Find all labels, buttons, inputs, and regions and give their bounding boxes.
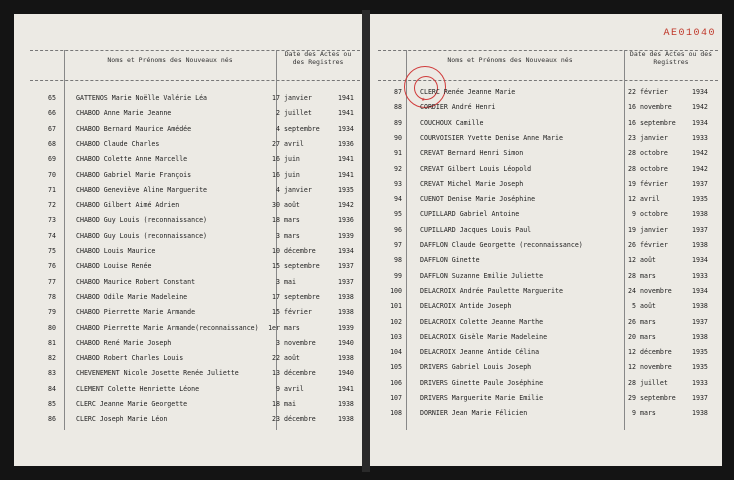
act-year: 1939 xyxy=(338,323,354,332)
register-row xyxy=(28,415,362,429)
act-year: 1935 xyxy=(692,363,708,372)
child-name: COURVOISIER Yvette Denise Anne Marie xyxy=(420,133,563,142)
book-spine xyxy=(362,10,370,472)
entry-number: 99 xyxy=(394,271,402,280)
entry-number: 84 xyxy=(48,384,56,393)
register-row xyxy=(28,216,362,230)
entry-number: 108 xyxy=(390,409,402,418)
child-name: CHABOD Anne Marie Jeanne xyxy=(76,109,172,118)
act-year: 1941 xyxy=(338,109,354,118)
act-day: 28 xyxy=(628,149,636,158)
entry-number: 77 xyxy=(48,277,56,286)
act-day: 12 xyxy=(628,195,636,204)
act-year: 1942 xyxy=(692,164,708,173)
act-month: novembre xyxy=(640,363,672,372)
act-year: 1935 xyxy=(692,348,708,357)
child-name: CLERC Renée Jeanne Marie xyxy=(420,88,516,96)
act-month: mai xyxy=(284,277,296,286)
child-name: CUPILLARD Jacques Louis Paul xyxy=(420,225,532,234)
act-year: 1939 xyxy=(338,231,354,240)
register-row xyxy=(374,241,722,255)
act-year: 1938 xyxy=(692,409,708,418)
entry-number: 102 xyxy=(390,317,402,326)
act-year: 1933 xyxy=(692,133,708,142)
entry-number: 87 xyxy=(394,88,402,96)
act-day: 17 xyxy=(272,292,280,301)
entry-number: 103 xyxy=(390,332,402,341)
act-year: 1940 xyxy=(338,369,354,378)
entry-number: 80 xyxy=(48,323,56,332)
act-month: avril xyxy=(284,384,304,393)
act-month: décembre xyxy=(284,247,316,255)
act-year: 1935 xyxy=(692,195,708,204)
act-year: 1937 xyxy=(692,394,708,402)
act-day: 9 xyxy=(632,210,636,219)
act-year: 1938 xyxy=(338,400,354,408)
act-month: décembre xyxy=(284,415,316,424)
register-row xyxy=(374,180,722,194)
register-row xyxy=(28,369,362,383)
act-month: février xyxy=(640,179,668,188)
child-name: DAFFLON Ginette xyxy=(420,256,480,265)
register-row xyxy=(374,379,722,393)
register-row xyxy=(374,333,722,347)
act-month: janvier xyxy=(284,94,312,102)
act-year: 1942 xyxy=(692,103,708,112)
register-row xyxy=(374,119,722,133)
act-day: 4 xyxy=(276,185,280,194)
register-row xyxy=(28,339,362,353)
act-month: novembre xyxy=(640,103,672,112)
entry-number: 82 xyxy=(48,354,56,363)
act-year: 1934 xyxy=(338,247,354,255)
child-name: DELACROIX Jeanne Antide Célina xyxy=(420,348,540,357)
child-name: CHABOD René Marie Joseph xyxy=(76,338,172,347)
entry-number: 75 xyxy=(48,247,56,255)
act-day: 26 xyxy=(628,241,636,249)
act-month: septembre xyxy=(284,262,320,271)
act-day: 5 xyxy=(632,302,636,311)
child-name: DRIVERS Ginette Paule Joséphine xyxy=(420,378,544,387)
act-day: 16 xyxy=(272,170,280,179)
act-day: 18 xyxy=(272,216,280,225)
child-name: CHABOD Pierrette Marie Armande(reconnaissance) xyxy=(76,323,259,332)
child-name: CHABOD Colette Anne Marcelle xyxy=(76,155,188,164)
act-year: 1935 xyxy=(338,185,354,194)
act-day: 12 xyxy=(628,348,636,357)
act-year: 1938 xyxy=(338,354,354,363)
act-month: mars xyxy=(640,317,656,326)
child-name: CLEMENT Colette Henriette Léone xyxy=(76,384,200,393)
register-row xyxy=(374,195,722,209)
act-year: 1938 xyxy=(338,308,354,317)
act-month: mars xyxy=(640,332,656,341)
child-name: CLERC Joseph Marie Léon xyxy=(76,415,168,424)
act-day: 29 xyxy=(628,394,636,402)
child-name: CREVAT Gilbert Louis Léopold xyxy=(420,164,532,173)
entry-number: 70 xyxy=(48,170,56,179)
act-year: 1934 xyxy=(692,118,708,127)
act-day: 19 xyxy=(628,179,636,188)
act-year: 1941 xyxy=(338,155,354,164)
act-day: 22 xyxy=(272,354,280,363)
act-year: 1934 xyxy=(692,88,708,96)
child-name: DAFFLON Claude Georgette (reconnaissance) xyxy=(420,241,583,249)
child-name: CLERC Jeanne Marie Georgette xyxy=(76,400,188,408)
register-row xyxy=(28,109,362,123)
entry-number: 93 xyxy=(394,179,402,188)
act-year: 1937 xyxy=(692,225,708,234)
act-year: 1937 xyxy=(338,277,354,286)
register-row xyxy=(374,226,722,240)
act-year: 1936 xyxy=(338,216,354,225)
act-month: mars xyxy=(284,231,300,240)
act-year: 1938 xyxy=(692,332,708,341)
act-day: 3 xyxy=(276,231,280,240)
child-name: CREVAT Michel Marie Joseph xyxy=(420,179,524,188)
act-month: octobre xyxy=(640,149,668,158)
act-year: 1938 xyxy=(692,302,708,311)
register-row xyxy=(374,103,722,117)
act-day: 9 xyxy=(276,384,280,393)
child-name: CHABOD Pierrette Marie Armande xyxy=(76,308,196,317)
act-year: 1933 xyxy=(692,271,708,280)
act-year: 1938 xyxy=(338,415,354,424)
act-month: août xyxy=(284,354,300,363)
act-month: mars xyxy=(640,409,656,418)
entry-number: 81 xyxy=(48,338,56,347)
register-row xyxy=(374,363,722,377)
act-year: 1937 xyxy=(338,262,354,271)
left-header-bottom-rule xyxy=(30,80,360,81)
register-row xyxy=(28,247,362,261)
register-row xyxy=(374,394,722,408)
act-month: janvier xyxy=(640,225,668,234)
child-name: CHABOD Geneviève Aline Marguerite xyxy=(76,185,208,194)
act-year: 1942 xyxy=(692,149,708,158)
entry-number: 95 xyxy=(394,210,402,219)
entry-number: 92 xyxy=(394,164,402,173)
act-month: décembre xyxy=(284,369,316,378)
act-month: mai xyxy=(284,400,296,408)
act-day: 10 xyxy=(272,247,280,255)
act-year: 1934 xyxy=(692,256,708,265)
act-month: août xyxy=(640,256,656,265)
stamp-star-icon: ★ xyxy=(421,95,426,103)
act-month: novembre xyxy=(284,338,316,347)
entry-number: 100 xyxy=(390,286,402,295)
register-row xyxy=(28,324,362,338)
child-name: DRIVERS Marguerite Marie Emilie xyxy=(420,394,544,402)
entry-number: 78 xyxy=(48,292,56,301)
right-name-header: Noms et Prénoms des Nouveaux nés xyxy=(447,56,573,64)
left-date-header: Date des Actes ou des Registres xyxy=(284,50,352,66)
register-row xyxy=(28,186,362,200)
entry-number: 94 xyxy=(394,195,402,204)
act-day: 23 xyxy=(272,415,280,424)
act-month: février xyxy=(284,308,312,317)
act-month: juin xyxy=(284,170,300,179)
register-row xyxy=(28,94,362,108)
child-name: COUCHOUX Camille xyxy=(420,118,484,127)
child-name: CHABOD Louis Maurice xyxy=(76,247,156,255)
register-row xyxy=(374,302,722,316)
act-month: août xyxy=(284,201,300,210)
child-name: CHABOD Louise Renée xyxy=(76,262,152,271)
register-row xyxy=(28,171,362,185)
entry-number: 101 xyxy=(390,302,402,311)
child-name: CREVAT Bernard Henri Simon xyxy=(420,149,524,158)
act-day: 26 xyxy=(628,317,636,326)
entry-number: 89 xyxy=(394,118,402,127)
act-year: 1937 xyxy=(692,317,708,326)
child-name: DELACROIX Colette Jeanne Marthe xyxy=(420,317,544,326)
register-row xyxy=(28,201,362,215)
entry-number: 74 xyxy=(48,231,56,240)
register-row xyxy=(28,140,362,154)
act-year: 1942 xyxy=(338,201,354,210)
entry-number: 83 xyxy=(48,369,56,378)
act-month: avril xyxy=(284,139,304,148)
entry-number: 68 xyxy=(48,139,56,148)
entry-number: 69 xyxy=(48,155,56,164)
act-month: octobre xyxy=(640,164,668,173)
register-row xyxy=(28,125,362,139)
register-row xyxy=(374,287,722,301)
entry-number: 66 xyxy=(48,109,56,118)
child-name: DELACROIX Antide Joseph xyxy=(420,302,512,311)
act-year: 1937 xyxy=(692,179,708,188)
act-day: 24 xyxy=(628,286,636,295)
register-row xyxy=(374,272,722,286)
child-name: DELACROIX Gisèle Marie Madeleine xyxy=(420,332,548,341)
act-day: 12 xyxy=(628,256,636,265)
act-day: 16 xyxy=(628,118,636,127)
register-row xyxy=(374,149,722,163)
entry-number: 72 xyxy=(48,201,56,210)
right-date-header: Date des Actes ou des Registres xyxy=(629,50,713,66)
act-year: 1938 xyxy=(692,210,708,219)
entry-number: 106 xyxy=(390,378,402,387)
child-name: CHABOD Bernard Maurice Amédée xyxy=(76,124,192,133)
register-row xyxy=(374,134,722,148)
child-name: CHABOD Maurice Robert Constant xyxy=(76,277,196,286)
register-row xyxy=(28,278,362,292)
register-row xyxy=(374,88,722,102)
entry-number: 105 xyxy=(390,363,402,372)
act-year: 1934 xyxy=(692,286,708,295)
register-row xyxy=(374,348,722,362)
act-day: 20 xyxy=(628,332,636,341)
entry-number: 97 xyxy=(394,241,402,249)
act-day: 17 xyxy=(272,94,280,102)
child-name: CHABOD Robert Charles Louis xyxy=(76,354,184,363)
act-day: 22 xyxy=(628,88,636,96)
act-month: septembre xyxy=(640,118,676,127)
child-name: CHABOD Gabriel Marie François xyxy=(76,170,192,179)
act-day: 15 xyxy=(272,262,280,271)
register-row xyxy=(28,262,362,276)
act-day: 16 xyxy=(628,103,636,112)
register-row xyxy=(374,318,722,332)
act-day: 13 xyxy=(272,369,280,378)
act-month: février xyxy=(640,241,668,249)
act-day: 9 xyxy=(632,409,636,418)
act-day: 27 xyxy=(272,139,280,148)
act-year: 1941 xyxy=(338,384,354,393)
act-month: septembre xyxy=(284,124,320,133)
child-name: CHABOD Guy Louis (reconnaissance) xyxy=(76,216,208,225)
child-name: CUPILLARD Gabriel Antoine xyxy=(420,210,520,219)
entry-number: 91 xyxy=(394,149,402,158)
entry-number: 65 xyxy=(48,94,56,102)
register-row xyxy=(28,155,362,169)
act-day: 28 xyxy=(628,164,636,173)
child-name: CUENOT Denise Marie Joséphine xyxy=(420,195,536,204)
act-day: 1er xyxy=(268,323,280,332)
act-day: 4 xyxy=(276,124,280,133)
left-name-header: Noms et Prénoms des Nouveaux nés xyxy=(107,56,233,64)
act-day: 2 xyxy=(276,109,280,118)
child-name: CHABOD Gilbert Aimé Adrien xyxy=(76,201,180,210)
entry-number: 98 xyxy=(394,256,402,265)
archive-reference: AE01040 xyxy=(663,28,716,39)
child-name: DELACROIX Andrée Paulette Marguerite xyxy=(420,286,563,295)
register-row xyxy=(28,354,362,368)
act-day: 19 xyxy=(628,225,636,234)
act-year: 1938 xyxy=(338,292,354,301)
act-month: janvier xyxy=(640,133,668,142)
register-row xyxy=(28,308,362,322)
act-month: septembre xyxy=(640,394,676,402)
act-day: 3 xyxy=(276,338,280,347)
child-name: CORDIER André Henri xyxy=(420,103,496,112)
act-year: 1934 xyxy=(338,124,354,133)
act-month: juillet xyxy=(284,109,312,118)
register-row xyxy=(28,385,362,399)
act-day: 28 xyxy=(628,271,636,280)
act-month: juillet xyxy=(640,378,668,387)
child-name: CHABOD Odile Marie Madeleine xyxy=(76,292,188,301)
entry-number: 90 xyxy=(394,133,402,142)
act-day: 18 xyxy=(272,400,280,408)
act-day: 16 xyxy=(272,155,280,164)
entry-number: 71 xyxy=(48,185,56,194)
act-month: novembre xyxy=(640,286,672,295)
act-year: 1936 xyxy=(338,139,354,148)
entry-number: 86 xyxy=(48,415,56,424)
child-name: CHABOD Guy Louis (reconnaissance) xyxy=(76,231,208,240)
entry-number: 76 xyxy=(48,262,56,271)
entry-number: 73 xyxy=(48,216,56,225)
act-year: 1940 xyxy=(338,338,354,347)
register-row xyxy=(374,256,722,270)
act-year: 1938 xyxy=(692,241,708,249)
child-name: DAFFLON Suzanne Emilie Juliette xyxy=(420,271,544,280)
act-month: août xyxy=(640,302,656,311)
entry-number: 67 xyxy=(48,124,56,133)
entry-number: 107 xyxy=(390,394,402,402)
act-day: 15 xyxy=(272,308,280,317)
act-month: décembre xyxy=(640,348,672,357)
act-year: 1941 xyxy=(338,170,354,179)
entry-number: 88 xyxy=(394,103,402,112)
act-day: 30 xyxy=(272,201,280,210)
child-name: CHEVENEMENT Nicole Josette Renée Juliette xyxy=(76,369,239,378)
child-name: GATTENOS Marie Noëlle Valérie Léa xyxy=(76,94,208,102)
entry-number: 79 xyxy=(48,308,56,317)
register-row xyxy=(374,165,722,179)
act-year: 1933 xyxy=(692,378,708,387)
child-name: DRIVERS Gabriel Louis Joseph xyxy=(420,363,532,372)
act-month: février xyxy=(640,88,668,96)
register-row xyxy=(28,232,362,246)
act-month: septembre xyxy=(284,292,320,301)
register-row xyxy=(374,409,722,423)
register-row xyxy=(28,400,362,414)
entry-number: 96 xyxy=(394,225,402,234)
act-month: janvier xyxy=(284,185,312,194)
register-row xyxy=(374,210,722,224)
child-name: CHABOD Claude Charles xyxy=(76,139,160,148)
act-month: mars xyxy=(284,323,300,332)
entry-number: 104 xyxy=(390,348,402,357)
act-day: 12 xyxy=(628,363,636,372)
act-day: 3 xyxy=(276,277,280,286)
act-month: avril xyxy=(640,195,660,204)
act-day: 28 xyxy=(628,378,636,387)
act-month: octobre xyxy=(640,210,668,219)
act-month: mars xyxy=(284,216,300,225)
act-year: 1941 xyxy=(338,94,354,102)
entry-number: 85 xyxy=(48,400,56,408)
act-month: juin xyxy=(284,155,300,164)
act-month: mars xyxy=(640,271,656,280)
register-row xyxy=(28,293,362,307)
act-day: 23 xyxy=(628,133,636,142)
child-name: DORNIER Jean Marie Félicien xyxy=(420,409,528,418)
